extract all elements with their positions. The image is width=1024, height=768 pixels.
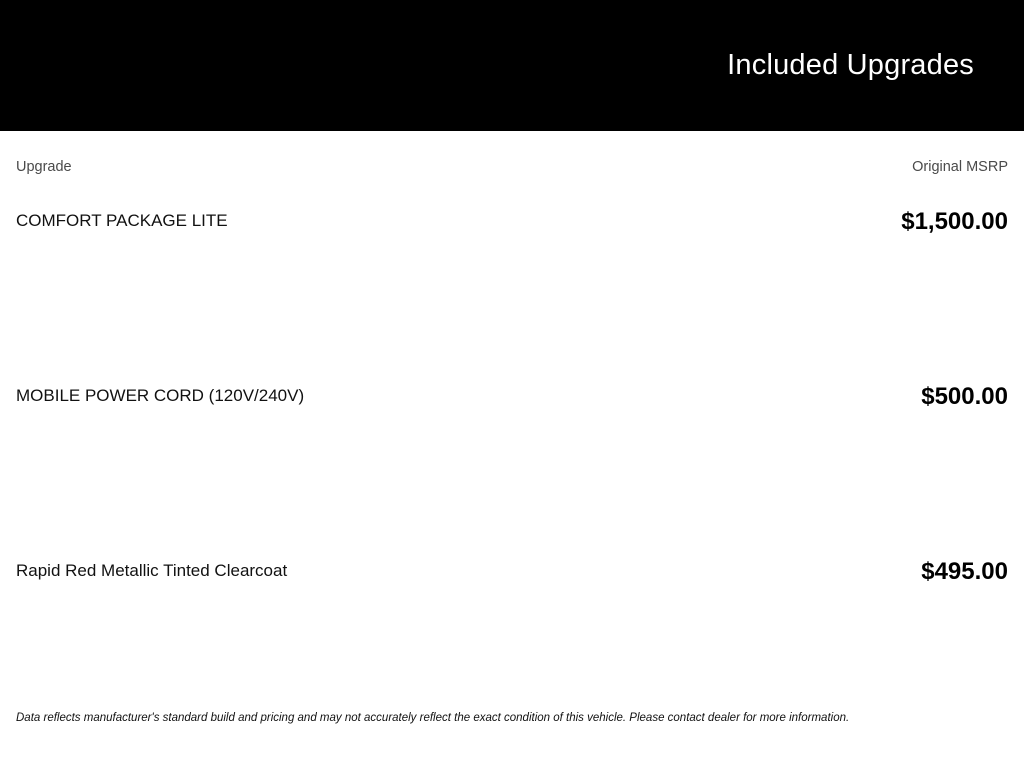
- column-header-original-msrp: Original MSRP: [912, 159, 1008, 175]
- upgrade-price: $500.00: [921, 383, 1008, 410]
- column-header-upgrade: Upgrade: [16, 159, 72, 175]
- page-header: [0, 0, 1024, 131]
- disclaimer-text: Data reflects manufacturer's standard build and pricing and may not accurately reflect the exact condition of this vehicle. Please contact dealer for more information.: [16, 712, 850, 724]
- upgrade-name: COMFORT PACKAGE LITE: [16, 211, 228, 230]
- upgrade-price: $495.00: [921, 558, 1008, 585]
- upgrades-table: [0, 131, 1024, 768]
- table-header-row: [16, 131, 1008, 209]
- table-row: [16, 384, 1008, 559]
- table-row: [16, 559, 1008, 734]
- upgrade-price: $1,500.00: [901, 208, 1008, 235]
- page-title: Included Upgrades: [727, 49, 974, 81]
- upgrade-name: MOBILE POWER CORD (120V/240V): [16, 386, 305, 405]
- table-row: [16, 209, 1008, 384]
- upgrade-name: Rapid Red Metallic Tinted Clearcoat: [16, 561, 288, 580]
